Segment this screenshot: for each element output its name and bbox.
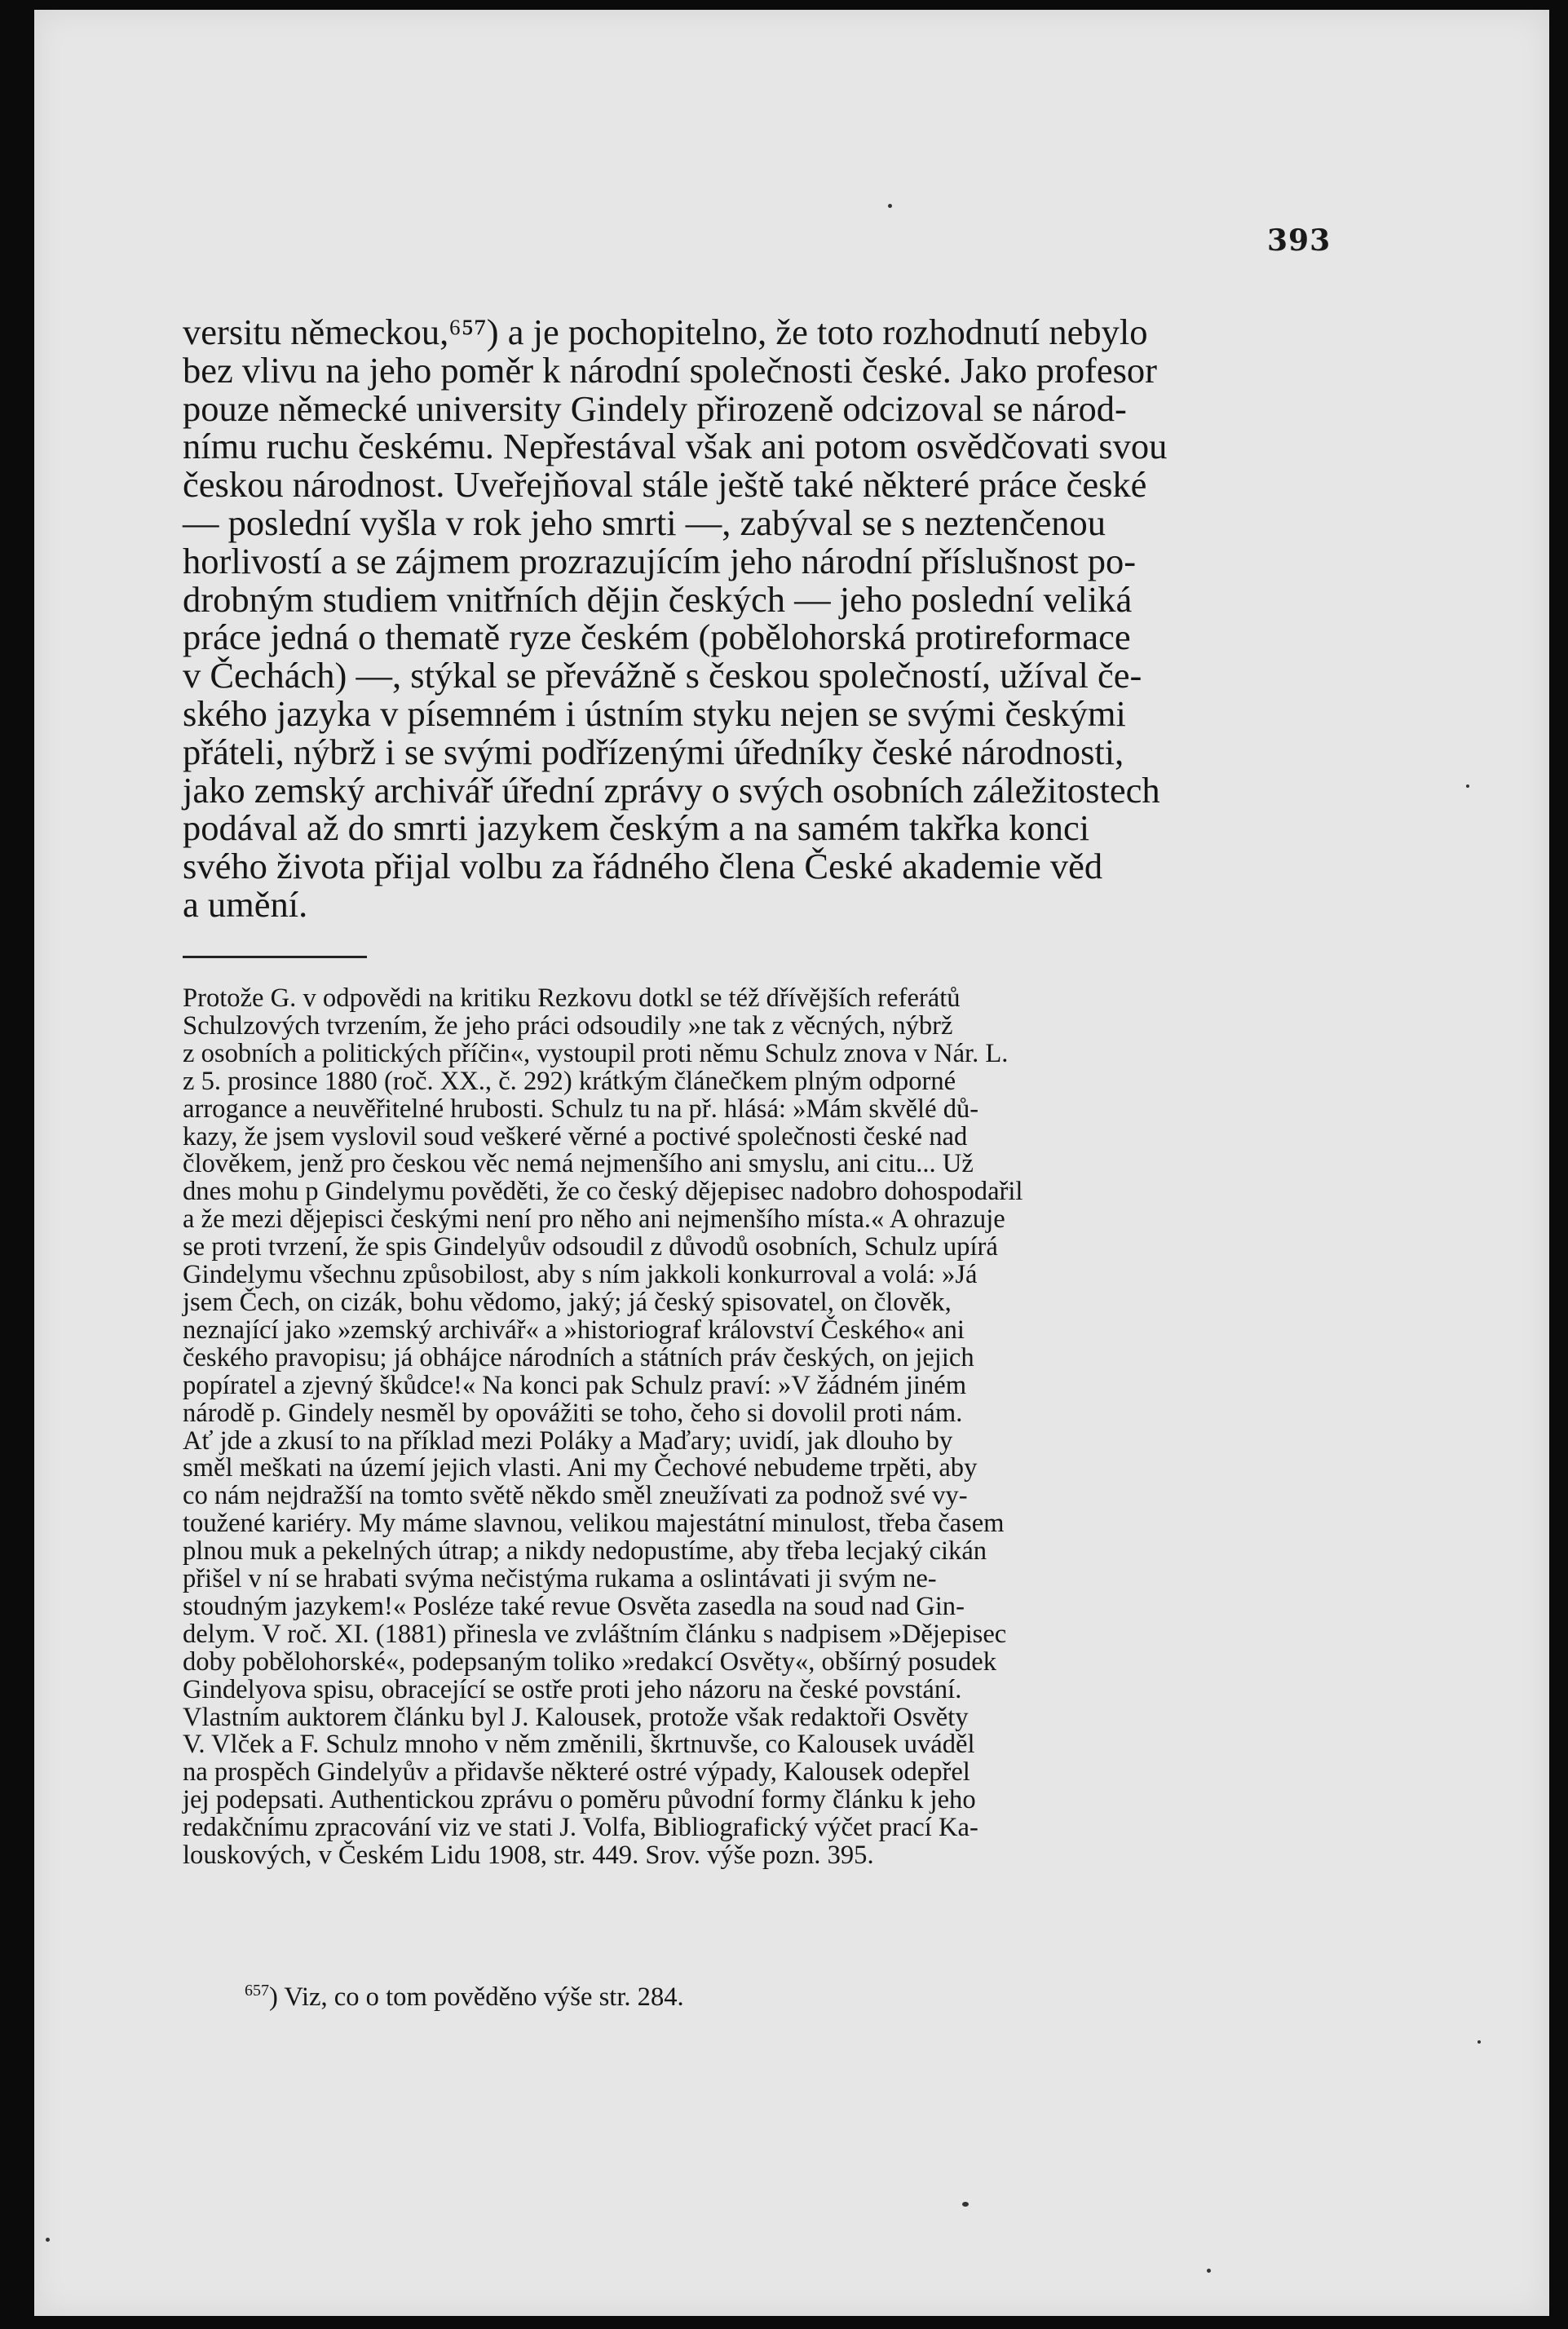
footnote-line: přišel v ní se hrabati svýma nečistýma rukama a oslintávati ji svým ne- — [183, 1564, 937, 1594]
dust-speck — [1466, 784, 1469, 788]
footnote-line: jej podepsati. Authentickou zprávu o poměru původní formy článku k jeho — [183, 1785, 976, 1815]
book-page — [34, 10, 1549, 2316]
footnote-line: kazy, že jsem vyslovil soud veškeré věrné a poctivé společnosti české nad — [183, 1121, 968, 1151]
footnote-line: delym. V roč. XI. (1881) přinesla ve zvláštním článku s nadpisem »Dějepisec — [183, 1619, 1007, 1649]
footnote-line: na prospěch Gindelyův a přidavše některé ostré výpady, Kalousek odepřel — [183, 1757, 970, 1788]
text-line: podával až do smrti jazykem českým a na samém takřka konci — [183, 807, 1090, 849]
footnote-line: popíratel a zjevný škůdce!« Na konci pak Schulz praví: »V žádném jiném — [183, 1370, 967, 1400]
footnote-line: českého pravopisu; já obhájce národních a státních práv českých, on jejich — [183, 1342, 974, 1372]
footnote-line: člověkem, jenž pro českou věc nemá nejmenšího ani smyslu, ani citu... Už — [183, 1149, 974, 1179]
text-line: ského jazyka v písemném i ústním styku nejen se svými českými — [183, 692, 1126, 734]
footnote-separator-rule — [183, 956, 367, 958]
text-line: nímu ruchu českému. Nepřestával však ani potom osvědčovati svou — [183, 426, 1168, 467]
footnote-line: Schulzových tvrzením, že jeho práci odsoudily »ne tak z věcných, nýbrž — [183, 1010, 953, 1041]
footnote-line: Vlastním auktorem článku byl J. Kalousek, protože však redaktoři Osvěty — [183, 1702, 969, 1732]
dust-speck — [46, 2238, 50, 2242]
text-line: versitu německou,⁶⁵⁷) a je pochopitelno, že toto rozhodnutí nebylo — [183, 312, 1148, 352]
footnote-line: plnou muk a pekelných útrap; a nikdy nedopustíme, aby třeba lecjaký cikán — [183, 1536, 987, 1567]
text-line: jako zemský archivář úřední zprávy o svých osobních záležitostech — [183, 769, 1160, 811]
text-line: přáteli, nýbrž i se svými podřízenými úředníky české národnosti, — [183, 731, 1124, 772]
footnote-line: z osobních a politických příčin«, vystoupil proti němu Schulz znova v Nár. L. — [183, 1038, 1009, 1068]
dust-speck — [1477, 2040, 1481, 2044]
footnote-line: Ať jde a zkusí to na příklad mezi Poláky a Maďary; uvidí, jak dlouho by — [183, 1425, 953, 1456]
text-line: bez vlivu na jeho poměr k národní společnosti české. Jako profesor — [183, 349, 1157, 391]
text-line: svého života přijal volbu za řádného člena České akademie věd — [183, 846, 1103, 887]
footnote-marker: 657 — [245, 1982, 269, 2000]
dust-speck — [888, 204, 892, 208]
text-line: v Čechách) —, stýkal se převážně s českou společností, užíval če- — [183, 655, 1142, 696]
footnote-line: stoudným jazykem!« Posléze také revue Osvěta zasedla na soud nad Gin- — [183, 1591, 965, 1621]
dust-speck — [962, 2202, 969, 2207]
footnote-line: toužené kariéry. My máme slavnou, velikou majestátní minulost, třeba časem — [183, 1509, 1005, 1539]
text-line: — poslední vyšla v rok jeho smrti —, zabýval se s neztenčenou — [183, 502, 1106, 543]
footnote-657 — [245, 1977, 1305, 2011]
footnote-line: jsem Čech, on cizák, bohu vědomo, jaký; já český spisovatel, on člověk, — [183, 1287, 952, 1317]
footnote-line: Gindelymu všechnu způsobilost, aby s ním jakkoli konkurroval a volá: »Já — [183, 1260, 978, 1290]
footnote-line: se proti tvrzení, že spis Gindelyův odsoudil z důvodů osobních, Schulz upírá — [183, 1232, 998, 1262]
footnote-line: doby pobělohorské«, podepsaným toliko »redakcí Osvěty«, obšírný posudek — [183, 1646, 997, 1677]
dust-speck — [1207, 2269, 1211, 2273]
footnote-line: co nám nejdražší na tomto světě někdo směl zneužívati za podnož své vy- — [183, 1481, 968, 1511]
footnote-line: V. Vlček a F. Schulz mnoho v něm změnili, škrtnuvše, co Kalousek uváděl — [183, 1730, 975, 1760]
footnote-line: Protože G. v odpovědi na kritiku Rezkovu dotkl se též dřívějších referátů — [183, 983, 961, 1013]
footnote-line: neznající jako »zemský archivář« a »historiograf království Českého« ani — [183, 1315, 965, 1345]
footnote-line: redakčnímu zpracování viz ve stati J. Volfa, Bibliografický výčet prací Ka- — [183, 1813, 978, 1843]
footnote-line: arrogance a neuvěřitelné hrubosti. Schulz tu na př. hlásá: »Mám skvělé dů- — [183, 1094, 979, 1124]
footnote-text — [183, 985, 1318, 1870]
text-line: a umění. — [183, 883, 308, 925]
footnote-line: směl meškati na území jejich vlasti. Ani my Čechové nebudeme trpěti, aby — [183, 1453, 978, 1483]
main-text — [183, 313, 1318, 924]
footnote-line: z 5. prosince 1880 (roč. XX., č. 292) krátkým článečkem plným odporné — [183, 1066, 956, 1096]
footnote-line: louskových, v Českém Lidu 1908, str. 449. Srov. výše pozn. 395. — [183, 1841, 874, 1871]
footnote-line: a že mezi dějepisci českými není pro něho ani nejmenšího místa.« A ohrazuje — [183, 1204, 1005, 1235]
text-line: pouze německé university Gindely přirozeně odcizoval se národ- — [183, 387, 1127, 429]
page-number: 393 — [1267, 223, 1332, 258]
footnote-657-text: ) Viz, co o tom pověděno výše str. 284. — [269, 1982, 684, 2012]
footnote-line: dnes mohu p Gindelymu pověděti, že co český dějepisec nadobro dohospodařil — [183, 1177, 1023, 1207]
text-line: práce jedná o thematě ryze českém (pobělohorská protireformace — [183, 616, 1131, 658]
footnote-line: Gindelyova spisu, obracející se ostře proti jeho názoru na české povstání. — [183, 1674, 962, 1704]
text-line: horlivostí a se zájmem prozrazujícím jeho národní příslušnost po- — [183, 540, 1137, 581]
text-line: drobným studiem vnitřních dějin českých — jeho poslední veliká — [183, 578, 1133, 620]
footnote-line: národě p. Gindely nesměl by opovážiti se toho, čeho si dovolil proti nám. — [183, 1398, 963, 1428]
text-line: českou národnost. Uveřejňoval stále ještě také některé práce české — [183, 464, 1147, 506]
